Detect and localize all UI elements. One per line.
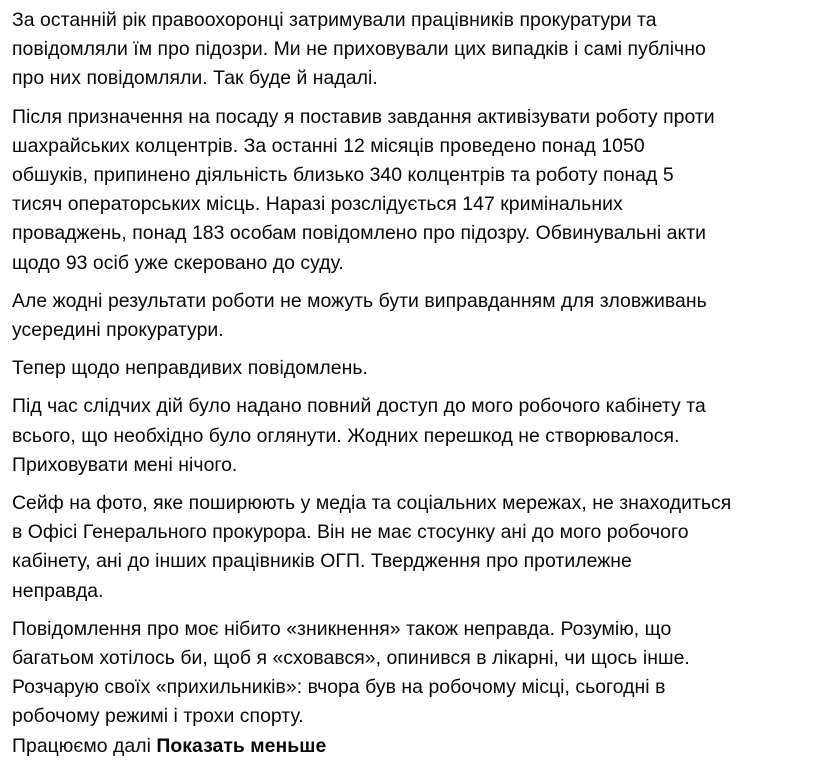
post-paragraph-3 — [12, 287, 821, 345]
text-line: Сейф на фото, яке поширюють у медіа та соціальних мережах, не знаходиться — [12, 492, 732, 515]
text-line: кабінету, ані до інших працівників ОГП. Твердження про протилежне — [12, 550, 632, 573]
text-line: Приховувати мені нічого. — [12, 453, 238, 476]
text-line: Під час слідчих дій було надано повний доступ до мого робочого кабінету та — [12, 395, 706, 418]
text-line: Але жодні результати роботи не можуть бути виправданням для зловживань — [12, 289, 707, 312]
text-line: проваджень, понад 183 особам повідомлено про підозру. Обвинувальні акти — [12, 222, 707, 245]
post-paragraph-5 — [12, 392, 821, 480]
text-line: Після призначення на посаду я поставив завдання активізувати роботу проти — [12, 105, 715, 128]
see-less-button[interactable]: Показать меньше — [156, 734, 327, 757]
text-line: усередині прокуратури. — [12, 319, 224, 342]
text-line: неправда. — [12, 579, 104, 602]
text-line: обшуків, припинено діяльність близько 340 колцентрів та роботу понад 5 — [12, 164, 674, 187]
post-paragraph-6 — [12, 489, 821, 606]
text-line: робочому режимі і трохи спорту. — [12, 705, 304, 728]
last-line-text: Працюємо далі — [12, 734, 151, 757]
text-line: про них повідомляли. Так буде й надалі. — [12, 67, 378, 90]
post-paragraph-7 — [12, 615, 821, 761]
text-line: шахрайських колцентрів. За останні 12 місяців проведено понад 1050 — [12, 134, 645, 157]
post-paragraph-2 — [12, 103, 821, 278]
text-line: багатьом хотілось би, щоб я «сховався», опинився в лікарні, чи щось інше. — [12, 647, 690, 670]
text-line: в Офісі Генерального прокурора. Він не має стосунку ані до мого робочого — [12, 521, 689, 544]
text-line: Розчарую своїх «прихильників»: вчора був на робочому місці, сьогодні в — [12, 676, 666, 699]
post-paragraph-1 — [12, 6, 821, 94]
text-line: Повідомлення про моє нібито «зникнення» також неправда. Розумію, що — [12, 617, 672, 640]
text-line: тисяч операторських місць. Наразі розслідується 147 кримінальних — [12, 193, 623, 216]
text-line: Тепер щодо неправдивих повідомлень. — [12, 357, 368, 380]
post-paragraph-4 — [12, 354, 821, 383]
text-line: За останній рік правоохоронці затримували працівників прокуратури та — [12, 9, 657, 31]
text-line: щодо 93 осіб уже скеровано до суду. — [12, 251, 344, 274]
text-line: повідомляли їм про підозри. Ми не приховували цих випадків і самі публічно — [12, 38, 706, 61]
last-line — [12, 732, 821, 761]
text-line: всього, що необхідно було оглянути. Жодних перешкод не створювалося. — [12, 424, 680, 447]
